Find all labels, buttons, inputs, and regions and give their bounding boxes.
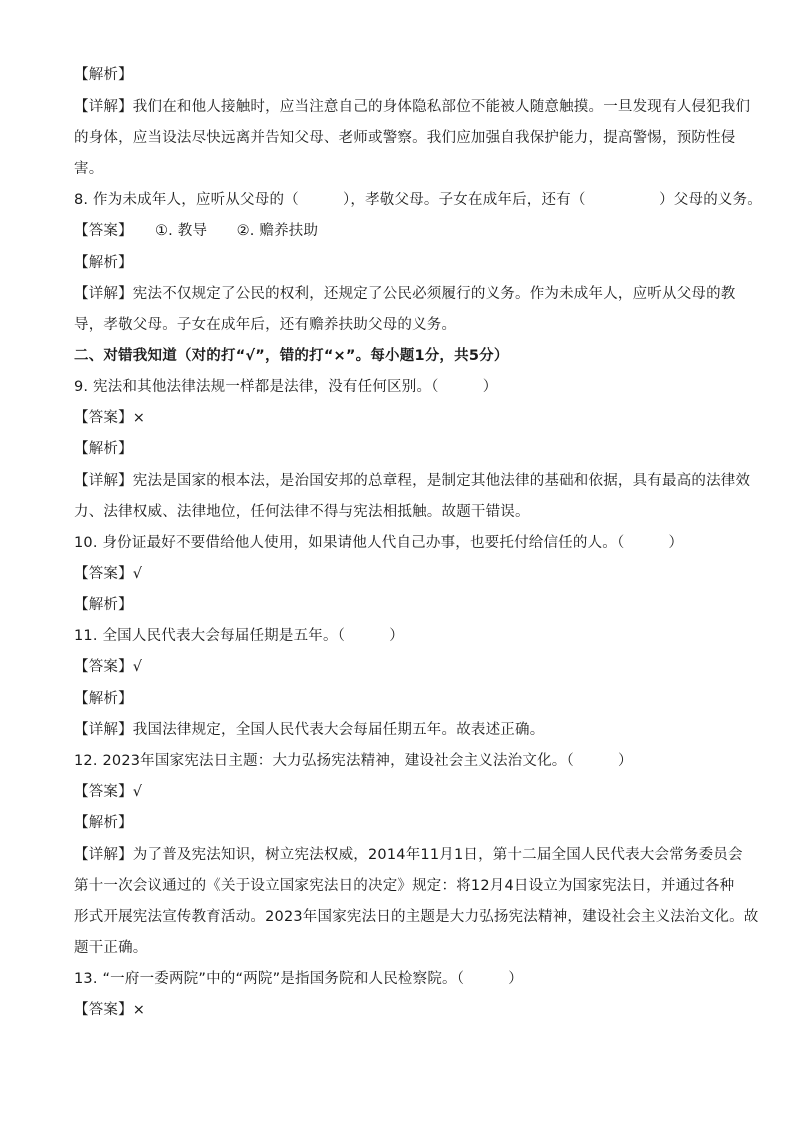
question-9: 9. 宪法和其他法律法规一样都是法律，没有任何区别。（ ） — [74, 379, 498, 395]
answer-label: 【答案】× — [74, 1002, 146, 1018]
question-11: 11. 全国人民代表大会每届任期是五年。（ ） — [74, 628, 404, 644]
analysis-label: 【解析】 — [74, 597, 133, 613]
answer-label: 【答案】× — [74, 410, 146, 426]
analysis-label: 【解析】 — [74, 441, 133, 457]
explanation-text: 【详解】我国法律规定，全国人民代表大会每届任期五年。故表述正确。 — [74, 722, 545, 738]
explanation-text: 【详解】我们在和他人接触时，应当注意自己的身体隐私部位不能被人随意触摸。一旦发现有人侵犯我们 — [74, 99, 751, 115]
answer-label: 【答案】√ — [74, 784, 143, 800]
explanation-text: 题干正确。 — [74, 940, 148, 956]
section-heading: 二、对错我知道（对的打“√”，错的打“×”。每小题1分，共5分） — [74, 348, 509, 364]
explanation-text: 第十一次会议通过的《关于设立国家宪法日的决定》规定：将12月4日设立为国家宪法日，并通过各种 — [74, 878, 735, 894]
question-12: 12. 2023年国家宪法日主题：大力弘扬宪法精神，建设社会主义法治文化。（ ） — [74, 753, 633, 769]
answer-label: 【答案】 ①. 教导 ②. 赡养扶助 — [74, 223, 319, 239]
explanation-text: 的身体，应当设法尽快远离并告知父母、老师或警察。我们应加强自我保护能力，提高警惕，预防性侵 — [74, 130, 736, 146]
analysis-label: 【解析】 — [74, 691, 133, 707]
analysis-label: 【解析】 — [74, 815, 133, 831]
explanation-text: 力、法律权威、法律地位，任何法律不得与宪法相抵触。故题干错误。 — [74, 504, 530, 520]
question-10: 10. 身份证最好不要借给他人使用，如果请他人代自己办事，也要托付给信任的人。（ ） — [74, 535, 684, 551]
explanation-text: 害。 — [74, 161, 104, 177]
analysis-label: 【解析】 — [74, 255, 133, 271]
answer-label: 【答案】√ — [74, 566, 143, 582]
explanation-text: 【详解】宪法不仅规定了公民的权利，还规定了公民必须履行的义务。作为未成年人，应听从父母的教 — [74, 286, 736, 302]
explanation-text: 导，孝敬父母。子女在成年后，还有赡养扶助父母的义务。 — [74, 317, 457, 333]
answer-label: 【答案】√ — [74, 659, 143, 675]
explanation-text: 【详解】为了普及宪法知识，树立宪法权威，2014年11月1日，第十二届全国人民代表大会常务委员会 — [74, 847, 743, 863]
question-8: 8. 作为未成年人，应听从父母的（ ），孝敬父母。子女在成年后，还有（ ）父母的义务。 — [74, 192, 762, 208]
explanation-text: 【详解】宪法是国家的根本法，是治国安邦的总章程，是制定其他法律的基础和依据，具有最高的法律效 — [74, 473, 751, 489]
question-13: 13. “一府一委两院”中的“两院”是指国务院和人民检察院。（ ） — [74, 971, 523, 987]
analysis-label: 【解析】 — [74, 67, 133, 83]
explanation-text: 形式开展宪法宣传教育活动。2023年国家宪法日的主题是大力弘扬宪法精神，建设社会主义法治文化。故 — [74, 909, 759, 925]
